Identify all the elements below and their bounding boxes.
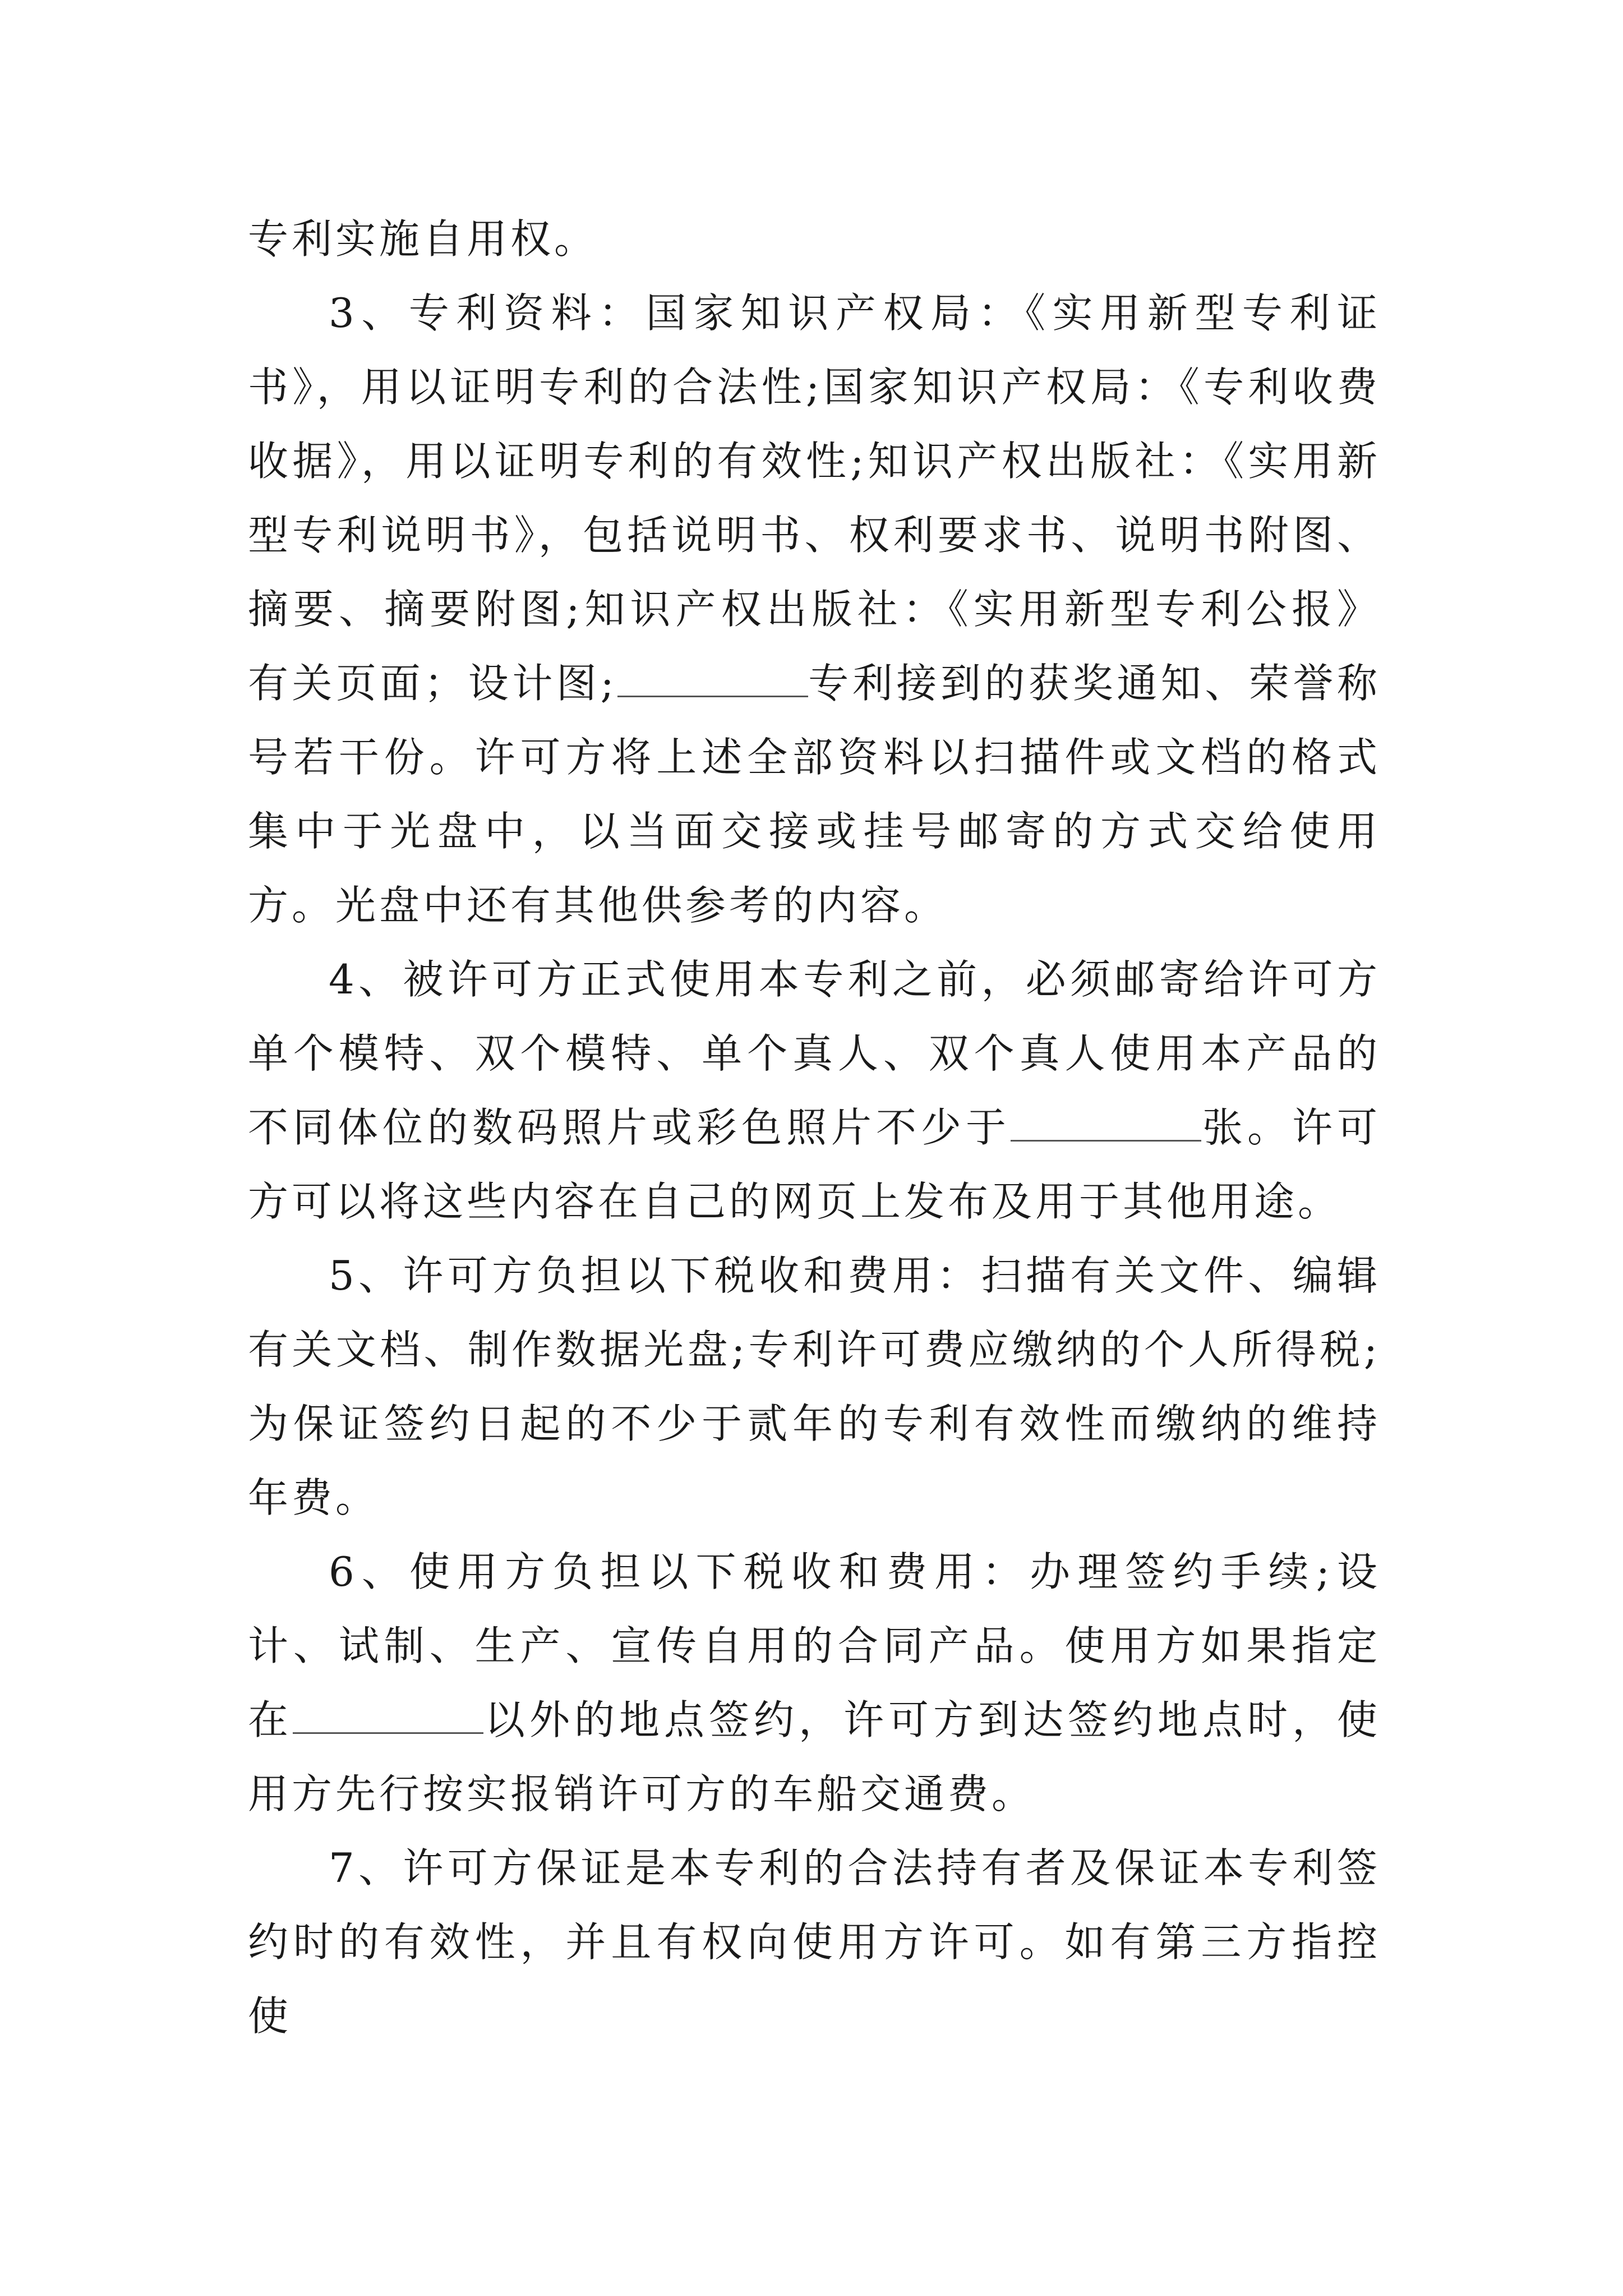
paragraph-text: 6、使用方负担以下税收和费用：办理签约手续;设计、试制、生产、宣传自用的合同产品。使用方如果指定在: [248, 1548, 1381, 1743]
paragraph-text: 7、许可方保证是本专利的合法持有者及保证本专利签约时的有效性，并且有权向使用方许可。如有第三方指控使: [248, 1844, 1381, 2040]
paragraph-text: 以外的地点签约，许可方到达签约地点时，使用方先行按实报销许可方的车船交通费。: [248, 1696, 1381, 1818]
paragraph-text: 4、被许可方正式使用本专利之前，必须邮寄给许可方单个模特、双个模特、单个真人、双个真人使用本产品的不同体位的数码照片或彩色照片不少于: [248, 956, 1381, 1151]
paragraph-text: 专利实施自用权。: [248, 215, 598, 263]
paragraph-text: 张。许可方可以将这些内容在自己的网页上发布及用于其他用途。: [248, 1104, 1381, 1225]
paragraph: [248, 1239, 1381, 1535]
paragraph-text: 专利接到的获奖通知、荣誉称号若干份。许可方将上述全部资料以扫描件或文档的格式集中于光盘中，以当面交接或挂号邮寄的方式交给使用方。光盘中还有其他供参考的内容。: [248, 660, 1381, 929]
fill-in-blank: [293, 1693, 483, 1734]
paragraph: [248, 202, 1381, 276]
fill-in-blank: [617, 656, 808, 697]
paragraph: [248, 1831, 1381, 2053]
fill-in-blank: [1011, 1101, 1201, 1142]
paragraph: [248, 942, 1381, 1239]
paragraph-text: 5、许可方负担以下税收和费用：扫描有关文件、编辑有关文档、制作数据光盘;专利许可费应缴纳的个人所得税;为保证签约日起的不少于贰年的专利有效性而缴纳的维持年费。: [248, 1252, 1381, 1521]
paragraph: [248, 276, 1381, 942]
document-body: [248, 202, 1381, 2053]
paragraph-text: 3、专利资料：国家知识产权局：《实用新型专利证书》，用以证明专利的合法性;国家知识产权局：《专利收费收据》，用以证明专利的有效性;知识产权出版社：《实用新型专利说明书》，包括说明书、权利要求书、说明书附图、摘要、摘要附图;知识产权出版社：《实用新型专利公报》有关页面；设计图;: [248, 289, 1381, 707]
paragraph: [248, 1535, 1381, 1831]
